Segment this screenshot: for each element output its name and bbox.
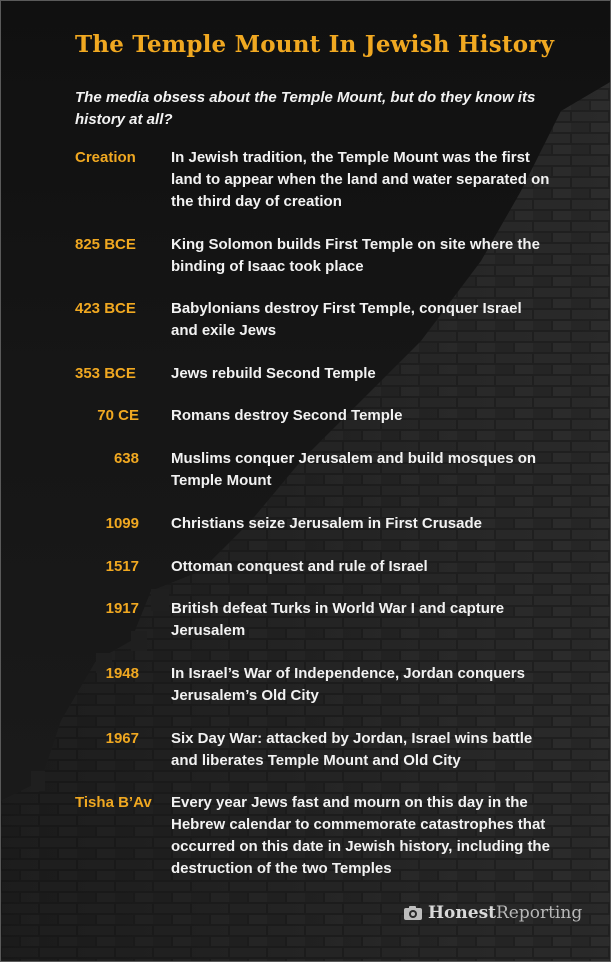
timeline-description: King Solomon builds First Temple on site where the binding of Isaac took place: [171, 236, 540, 275]
camera-logo-icon: [403, 905, 423, 921]
timeline-description: In Israel’s War of Independence, Jordan conquers Jerusalem’s Old City: [171, 665, 525, 704]
timeline-description: Jews rebuild Second Temple: [171, 365, 376, 382]
timeline-description: Ottoman conquest and rule of Israel: [171, 558, 428, 575]
timeline-year: Tisha B’Av: [75, 794, 152, 811]
timeline-description: Christians seize Jerusalem in First Crusade: [171, 515, 482, 532]
timeline-year: 1917: [105, 600, 139, 617]
page-subtitle: The media obsess about the Temple Mount, but do they know its history at all?: [75, 89, 536, 128]
timeline-description: British defeat Turks in World War I and capture Jerusalem: [171, 600, 505, 639]
timeline-year: Creation: [75, 149, 136, 166]
timeline-description: Romans destroy Second Temple: [171, 407, 403, 424]
brand-logo: [403, 903, 582, 923]
timeline-year: 825 BCE: [75, 236, 136, 253]
brand-name-part1: Honest: [428, 903, 496, 923]
timeline-year: 353 BCE: [75, 365, 136, 382]
timeline-year: 70 CE: [97, 407, 139, 424]
brand-name-part2: Reporting: [496, 903, 583, 923]
timeline-description: Six Day War: attacked by Jordan, Israel wins battle and liberates Temple Mount and Old City: [171, 730, 533, 769]
timeline-year: 1099: [105, 515, 139, 532]
timeline-description: Babylonians destroy First Temple, conquer Israel and exile Jews: [171, 300, 522, 339]
content: [1, 1, 610, 961]
timeline-year: 1948: [105, 665, 139, 682]
timeline-year: 1967: [105, 730, 139, 747]
timeline-year: 423 BCE: [75, 300, 136, 317]
timeline-year: 1517: [105, 558, 139, 575]
page-title: The Temple Mount In Jewish History: [75, 31, 555, 58]
timeline-description: Muslims conquer Jerusalem and build mosques on Temple Mount: [171, 450, 537, 489]
timeline-description: In Jewish tradition, the Temple Mount was the first land to appear when the land and water separated on the third day of creation: [171, 149, 550, 210]
timeline-year: 638: [113, 450, 139, 467]
timeline-description: Every year Jews fast and mourn on this day in the Hebrew calendar to commemorate catastrophes that occurred on this date in Jewish history, including the destruction of the two Temples: [171, 794, 550, 877]
